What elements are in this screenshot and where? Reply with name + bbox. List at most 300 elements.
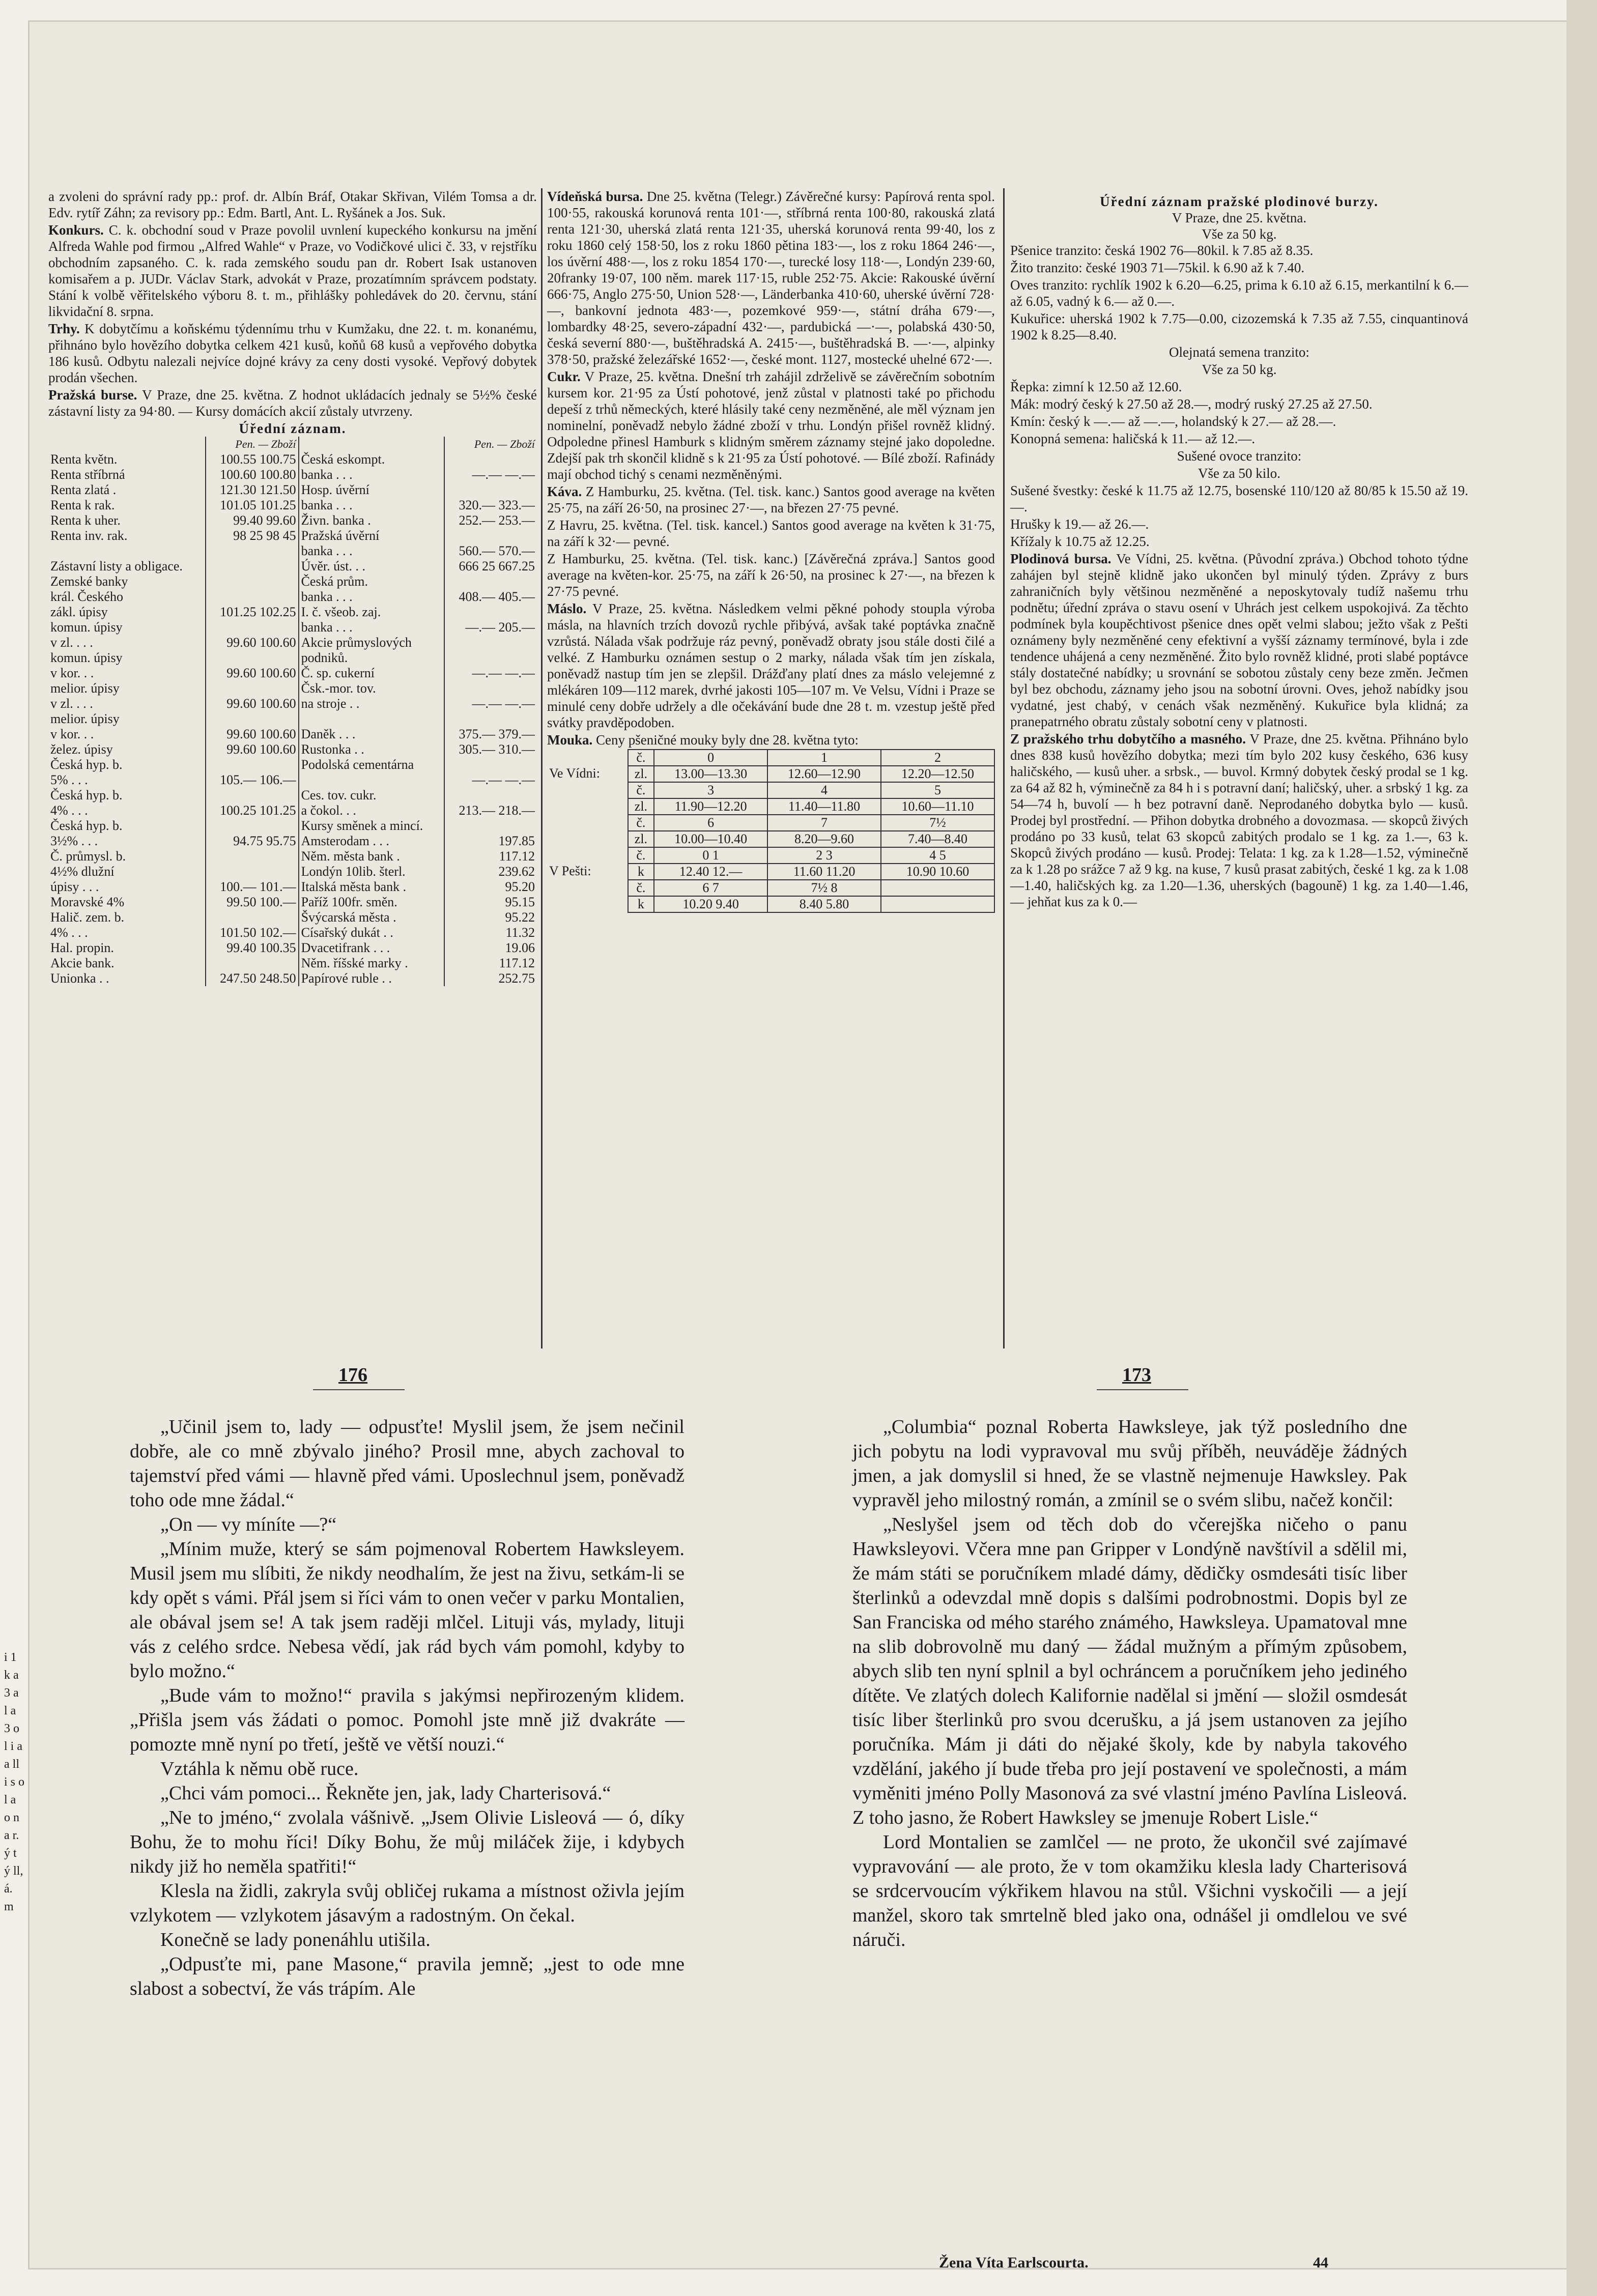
security-name-cell: Dvacetifrank . . . — [299, 940, 445, 956]
table-row — [48, 650, 537, 666]
quote-cell — [206, 956, 299, 971]
story-paragraph: Lord Montalien se zamlčel — ne proto, že ukončil své zajímavé vypravování — ale proto, že v tom okamžiku klesla lady Charterisová se srdcervoucím výkřikem hlavou na stůl. Všichni vyskočili — a její manžel, skoro tak smrtelně bled jako ona, odnášel ji omdlelou ve své náruči. — [852, 1831, 1407, 1950]
quote-cell: 99.40 100.35 — [206, 940, 299, 956]
security-name-cell: komun. úpisy — [50, 620, 123, 635]
table-row — [547, 864, 994, 880]
table-row — [48, 925, 537, 940]
flour-cell: 2 — [881, 750, 994, 766]
table-row — [547, 766, 994, 782]
quote-cell — [206, 620, 299, 635]
security-name-cell: banka . . . — [299, 620, 445, 635]
quote-cell: 99.60 100.60 — [206, 696, 299, 711]
margin-letter-strip: i 1 k a 3 a l a 3 o l i a a ll i s o l a o n a r. ý t ý ll, á. m — [4, 1651, 25, 1913]
commodity-price-item: Mák: modrý český k 27.50 až 28.—, modrý ruský 27.25 až 27.50. — [1010, 396, 1373, 412]
flour-city-label — [547, 831, 628, 847]
plodinova-bursa-article — [1010, 551, 1468, 730]
table-row — [48, 681, 537, 696]
quote-cell — [444, 528, 537, 543]
prazska-burse-heading: Pražská burse. — [48, 387, 137, 403]
security-name-cell: Londýn 10lib. šterl. — [299, 864, 445, 879]
table-row — [547, 750, 994, 766]
dobytek-article — [1010, 731, 1468, 910]
market-table-header — [48, 437, 537, 452]
security-name-cell: Česká prům. — [299, 574, 445, 589]
commodity-price-item: Olejnatá semena tranzito: — [1169, 345, 1309, 360]
quote-cell: —.— 205.— — [444, 620, 537, 635]
flour-cell: 8.20—9.60 — [767, 831, 881, 847]
quote-cell — [206, 559, 299, 574]
quote-cell: 99.60 100.60 — [206, 666, 299, 681]
table-row — [48, 696, 537, 711]
plodinova-date: V Praze, dne 25. května. — [1172, 210, 1307, 225]
flour-cell: 3 — [654, 782, 767, 798]
security-name-cell: banka . . . — [299, 543, 445, 559]
prazska-burse-text: V Praze, dne 25. května. Z hodnot ukládacích jednaly se 5½% české zástavní listy za 94·80. — Kursy domácích akcií zůstaly utvrzeny. — [48, 387, 537, 419]
table-row — [48, 834, 537, 849]
security-name-cell: Č. sp. cukerní — [299, 666, 445, 681]
security-name-cell: Česká hyp. b. — [50, 818, 123, 833]
dobytek-text: V Praze, dne 25. května. Přihnáno bylo dnes 838 kusů hovězího dobytka; mezi tím bylo 202 kusy českého, 636 kusy haličského, — kusů uher. a srbsk., — buvol. Krmný dobytek český prodal se 1 kg. za 64 až 82 h, výminečně za 84 h i s potravní daní; haličský, uher. a srbský 1 kg. za 54—74 h, buvolí — h bez potravní daně. Neprodaného dobytka bylo — kusů. Prodej byl prostřední. — Přihon dobytka drobného a dovozmasa. — skopců živých prodáno po 33 kusů, telat 63 skopců zabitých prodalo se 1 kg. za 1.—, 63 k. Skopců živých prodáno — kusů. Prodej: Telata: 1 kg. za k 1.28—1.52, výminečně za k 1.28 po srážce 7 až 9 kg. na kuse, 7 kusů prasat zabitých, české 1 kg. za k 1.08—1.40, haličských kg. za 1.20—1.36, uherských (bagouně) 1 kg. za 1.40—1.46, — jehňat kus za k 0.— — [1010, 731, 1469, 909]
plodinova-bursa-heading: Plodinová bursa. — [1010, 551, 1111, 566]
quote-cell — [444, 574, 537, 589]
flour-cell: 11.60 11.20 — [767, 864, 881, 880]
security-name-cell: Daněk . . . — [299, 727, 445, 742]
commodity-price-item: Pšenice tranzito: česká 1902 76—80kil. k 7.85 až 8.35. — [1010, 243, 1314, 258]
table-row — [547, 782, 994, 798]
plodinova-unit: Vše za 50 kg. — [1202, 226, 1277, 242]
flour-city-label — [547, 750, 628, 766]
commodity-price-item: Kukuřice: uherská 1902 k 7.75—0.00, cizozemská k 7.35 až 7.55, cinquantinová 1902 k 8.25—8.40. — [1010, 311, 1468, 342]
quote-cell — [206, 543, 299, 559]
quote-cell — [444, 818, 537, 834]
security-name-cell: 5% . . . — [50, 772, 88, 787]
security-name-cell: želez. úpisy — [50, 742, 113, 757]
flour-city-label: Ve Vídni: — [549, 766, 600, 781]
footer-left: Žena Víta Earlscourta. — [939, 2254, 1089, 2271]
security-name-cell: Zástavní listy a obligace. — [50, 559, 183, 573]
flour-cell: 7½ — [881, 815, 994, 831]
flour-city-label — [547, 847, 628, 864]
flour-cell: č. — [628, 880, 654, 896]
flour-cell: 1 — [767, 750, 881, 766]
security-name-cell: Hal. propin. — [50, 940, 114, 955]
story-paragraph: „On — vy míníte —?“ — [160, 1514, 337, 1535]
table-row — [48, 559, 537, 574]
security-name-cell: Čsk.-mor. tov. — [299, 681, 445, 696]
security-name-cell: Švýcarská města . — [299, 910, 445, 925]
trhy-text: K dobytčímu a koňskému týdennímu trhu v Kumžaku, dne 22. t. m. konanému, přihnáno bylo hovězího dobytka celkem 421 kusů, koňů 68 kusů a vepřového dobytka 186 kusů. Odbytu nalezali nejvíce dojné krávy za ceny dosti vysoké. Vepřový dobytek prodán všechen. — [48, 321, 537, 385]
story-paragraph: Klesla na židli, zakryla svůj obličej rukama a místnost oživla jejím vzlykotem — vzlykotem jásavým a radostným. On čekal. — [130, 1880, 685, 1926]
page-edge — [1566, 0, 1597, 2296]
maslo-heading: Máslo. — [547, 601, 587, 616]
security-name-cell: komun. úpisy — [50, 650, 123, 665]
kava-havre-text: Z Havru, 25. května. (Tel. tisk. kancel.) Santos good average na květen k 31·75, na září k 32·— pevné. — [547, 518, 995, 549]
security-name-cell: Č. průmysl. b. — [50, 849, 126, 864]
table-row — [547, 847, 994, 864]
column-left — [48, 188, 537, 986]
table-row — [48, 849, 537, 864]
security-name-cell: 3½% . . . — [50, 834, 98, 848]
table-row — [48, 803, 537, 818]
security-name-cell: Ces. tov. cukr. — [299, 788, 445, 803]
quote-cell: 101.50 102.— — [206, 925, 299, 940]
quote-cell — [206, 711, 299, 727]
commodity-price-item: Sušené švestky: české k 11.75 až 12.75, bosenské 110/120 až 80/85 k 15.50 až 19.—. — [1010, 483, 1468, 514]
quote-cell — [444, 605, 537, 620]
security-name-cell: v kor. . . — [50, 666, 94, 680]
security-name-cell: Renta stříbrná — [50, 467, 125, 482]
commodity-price-item: Konopná semena: haličská k 11.— až 12.—. — [1010, 431, 1256, 446]
table-row — [547, 815, 994, 831]
plodinova-burza-heading: Úřední záznam pražské plodinové burzy. — [1100, 194, 1379, 209]
header-bid-ask-1: Pen. — Zboží — [206, 437, 299, 452]
table-row — [48, 482, 537, 498]
flour-cell: zl. — [628, 831, 654, 847]
mouka-text: Ceny pšeničné mouky byly dne 28. května tyto: — [596, 732, 859, 748]
commodity-price-item: Oves tranzito: rychlík 1902 k 6.20—6.25, prima k 6.10 až 6.15, merkantilní k 6.— až 6.05, vadný k 6.— až 0.—. — [1010, 277, 1468, 309]
quote-cell: 239.62 — [444, 864, 537, 879]
flour-cell: č. — [628, 782, 654, 798]
table-row — [48, 864, 537, 879]
quote-cell: 99.60 100.60 — [206, 742, 299, 757]
flour-cell: 5 — [881, 782, 994, 798]
security-name-cell: Pražská úvěrní — [299, 528, 445, 543]
security-name-cell: zákl. úpisy — [50, 605, 108, 619]
flour-cell: 10.20 9.40 — [654, 896, 767, 912]
page-number-rule-left — [313, 1389, 405, 1390]
quote-cell: 99.60 100.60 — [206, 727, 299, 742]
flour-cell: 12.20—12.50 — [881, 766, 994, 782]
flour-cell — [881, 896, 994, 912]
quote-cell: 95.15 — [444, 895, 537, 910]
flour-cell: 4 5 — [881, 847, 994, 864]
table-row — [48, 971, 537, 986]
flour-city-label — [547, 896, 628, 912]
table-row — [48, 818, 537, 834]
column-rule — [541, 188, 543, 1348]
quote-cell: 121.30 121.50 — [206, 482, 299, 498]
market-quotes-table — [48, 437, 537, 986]
security-name-cell: Halič. zem. b. — [50, 910, 125, 925]
security-name-cell — [299, 711, 445, 727]
story-paragraph: „Chci vám pomoci... Řekněte jen, jak, lady Charterisová.“ — [160, 1783, 611, 1804]
quote-cell: 408.— 405.— — [444, 589, 537, 605]
quote-cell: —.— —.— — [444, 467, 537, 482]
quote-cell: 197.85 — [444, 834, 537, 849]
flour-cell: 6 — [654, 815, 767, 831]
flour-cell: 4 — [767, 782, 881, 798]
quote-cell — [206, 788, 299, 803]
security-name-cell: na stroje . . — [299, 696, 445, 711]
flour-cell — [881, 880, 994, 896]
table-row — [48, 895, 537, 910]
quote-cell: 320.— 323.— — [444, 498, 537, 513]
story-paragraph: „Ne to jméno,“ zvolala vášnivě. „Jsem Olivie Lisleová — ó, díky Bohu, že to mohu říci! Díky Bohu, že můj miláček žije, i kdybych nikdy již ho neměla spatřiti!“ — [130, 1807, 685, 1877]
quote-cell — [206, 849, 299, 864]
security-name-cell: banka . . . — [299, 467, 445, 482]
kava-text: Z Hamburku, 25. května. (Tel. tisk. kanc.) Santos good average na květen 25·75, na září 26·50, na prosinec 27·—, na březen 27·75 pevné. — [547, 484, 995, 515]
flour-city-label — [547, 782, 628, 798]
quote-cell: 305.— 310.— — [444, 742, 537, 757]
security-name-cell: banka . . . — [299, 498, 445, 513]
table-row — [48, 711, 537, 727]
quote-cell: 117.12 — [444, 956, 537, 971]
quote-cell — [444, 635, 537, 650]
commodity-price-item: Sušené ovoce tranzito: — [1177, 448, 1302, 464]
flour-cell: 11.90—12.20 — [654, 798, 767, 815]
commodity-price-item: Vše za 50 kg. — [1202, 362, 1277, 377]
table-row — [48, 910, 537, 925]
quote-cell: 100.55 100.75 — [206, 452, 299, 467]
flour-cell: zl. — [628, 798, 654, 815]
konkurs-heading: Konkurs. — [48, 222, 104, 238]
security-name-cell: Česká hyp. b. — [50, 757, 123, 772]
story-paragraph: „Mínim muže, který se sám pojmenoval Robertem Hawksleyem. Musil jsem mu slíbiti, že nikdy neodhalím, že jest na živu, setkám-li se kdy opět s vámi. Přál jsem si říci vám to onen večer v parku Montalien, ale obával jsem se! A tak jsem raději mlčel. Lituji vás, mylady, lituji vás z celého srdce. Nebesa vědí, jak rád bych vám pomohl, kdyby to bylo možno.“ — [130, 1538, 685, 1682]
quote-cell: —.— —.— — [444, 772, 537, 788]
security-name-cell: podniků. — [299, 650, 445, 666]
commodity-price-item: Žito tranzito: české 1903 71—75kil. k 6.90 až k 7.40. — [1010, 260, 1305, 275]
quote-cell: 560.— 570.— — [444, 543, 537, 559]
quote-cell: 666 25 667.25 — [444, 559, 537, 574]
videnska-bursa-heading: Vídeňská bursa. — [547, 189, 643, 204]
maslo-article — [547, 600, 995, 731]
table-row — [48, 498, 537, 513]
story-paragraph: „Bude vám to možno!“ pravila s jakýmsi nepřirozeným klidem. „Přišla jsem vás žádati o pomoc. Pomohl jste mně již dvakráte — pomozte mně nyní po třetí, ještě ve větší nouzi.“ — [130, 1685, 685, 1755]
konkurs-text: C. k. obchodní soud v Praze povolil uvnlení kupeckého konkursu na jmění Alfreda Wahle pod firmou „Alfred Wahle“ v Praze, vo Vodičkové ulici č. 33, v rejstříku obchodním zapsaného. C. k. rada zemského soudu pan dr. Robert Isak ustanoven komisařem a p. JUDr. Václav Stark, advokát v Praze, prozatímním správcem podstaty. Stání k volbě věřitelského výboru 8. t. m., přihlášky pohledávek do 20. červnu, stání likvidační 8. srpna. — [48, 222, 537, 319]
quote-cell — [444, 788, 537, 803]
videnska-bursa-article — [547, 188, 995, 367]
table-row — [48, 467, 537, 482]
security-name-cell: král. Českého — [50, 589, 123, 604]
table-row — [48, 543, 537, 559]
column-rule — [1003, 188, 1005, 1348]
quote-cell — [444, 650, 537, 666]
table-row — [547, 880, 994, 896]
flour-cell: k — [628, 896, 654, 912]
quote-cell: 105.— 106.— — [206, 772, 299, 788]
quote-cell — [206, 818, 299, 834]
security-name-cell: Císařský dukát . . — [299, 925, 445, 940]
security-name-cell: Něm. města bank . — [299, 849, 445, 864]
quote-cell: 252.— 253.— — [444, 513, 537, 528]
flour-cell: 12.40 12.— — [654, 864, 767, 880]
security-name-cell: v zl. . . . — [50, 635, 93, 650]
table-row — [547, 831, 994, 847]
flour-cell: 10.90 10.60 — [881, 864, 994, 880]
security-name-cell: Česká eskompt. — [299, 452, 445, 467]
column-middle — [547, 188, 995, 913]
quote-cell — [444, 482, 537, 498]
flour-cell: 7.40—8.40 — [881, 831, 994, 847]
commodity-price-item: Vše za 50 kilo. — [1198, 466, 1280, 481]
security-name-cell: Zemské banky — [50, 574, 128, 589]
security-name-cell: Hosp. úvěrní — [299, 482, 445, 498]
table-row — [48, 727, 537, 742]
table-row — [48, 757, 537, 772]
quote-cell: 98 25 98 45 — [206, 528, 299, 543]
quote-cell: 11.32 — [444, 925, 537, 940]
flour-cell: 0 1 — [654, 847, 767, 864]
cukr-article — [547, 368, 995, 482]
table-row — [48, 574, 537, 589]
story-paragraph: Konečně se lady ponenáhlu utišila. — [160, 1929, 431, 1950]
quote-cell: 100.— 101.— — [206, 879, 299, 895]
security-name-cell: v kor. . . — [50, 727, 94, 741]
mouka-heading: Mouka. — [547, 732, 593, 748]
quote-cell: 95.22 — [444, 910, 537, 925]
story-paragraph: „Neslyšel jsem od těch dob do včerejška ničeho o panu Hawksleyovi. Včera mne pan Gripper v Londýně navštívil a sdělil mi, že mám státi se poručníkem mladé dámy, dědičky osmdesáti tisíc liber šterlinků a odevzdal mně dopis s dalšími podrobnostmi. Dopis byl ze San Franciska od mého starého známého, Hawksleya. Upamatoval mne na slib dobrovolně mu daný — žádal mužným a přímým způsobem, abych slib ten nyní splnil a byl ochráncem a poručníkem jeho jediného dítěte. Ve zlatých dolech Kalifornie nadělal si jmění — složil osmdesát tisíc liber šterlinků pro svou dcerušku, a já jsem ustanoven za jejího poručníka. Mám ji dáti do nějaké školy, kde by nabyla takového vzdělání, jakého jí bude třeba pro její postavení ve společnosti, a mám vyměniti jméno Polly Masonová za své vlastní jméno Pavlína Lisleová. Z toho jasno, že Robert Hawksley se jmenuje Robert Lisle.“ — [852, 1514, 1407, 1828]
column-right — [1010, 193, 1468, 911]
quote-cell — [444, 681, 537, 696]
flour-cell: č. — [628, 815, 654, 831]
security-name-cell: Kursy směnek a mincí. — [299, 818, 445, 834]
flour-city-label — [547, 880, 628, 896]
cukr-text: V Praze, 25. května. Dnešní trh zahájil zdrželivě se závěrečním sobotním kursem kor. 21·95 za Ústí pohotové, jenž zůstal v platnosti také po přichodu depeší z trhů německých, které hlásily také ceny nezměněné, ale měl význam jen nominelní, poněvadž nebylo žádné zboží v trhu. Londýn přišel rovněž klidný. Odpoledne přinesl Hamburk s klidným směrem záznamy stejné jako dopoledne. Zdejší pak trh skončil klidně s k 21·95 za Ústí pohotové. — Bílé zboží. Rafinády mají obchod tichý s cenami nezměněnými. — [547, 369, 995, 482]
story-paragraph: „Columbia“ poznal Roberta Hawksleye, jak týž posledního dne jich pobytu na lodi vypravoval mu svůj příběh, neuváděje žádných jmen, a jak domyslil si hned, že se vlastně nejmenuje Hawksley. Pak vypravěl jeho milostný román, a zmínil se o svém slibu, načež končil: — [852, 1416, 1407, 1511]
security-name-cell: Něm. říšské marky . — [299, 956, 445, 971]
security-name-cell: Úvěr. úst. . . — [299, 559, 445, 574]
story-paragraph: „Učinil jsem to, lady — odpusťte! Myslil jsem, že jsem nečinil dobře, ale co mně zbývalo jiného? Prosil mne, abych zachoval to tajemství před vámi — hlavně před vámi. Uposlechnul jsem, poněvadž toho ode mne žádal.“ — [130, 1416, 685, 1511]
table-row — [48, 452, 537, 467]
margin-letters — [4, 1649, 24, 1916]
flour-price-table — [547, 749, 995, 913]
mouka-article — [547, 732, 995, 748]
security-name-cell: melior. úpisy — [50, 681, 120, 696]
flour-cell: 11.40—11.80 — [767, 798, 881, 815]
table-row — [48, 666, 537, 681]
commodity-price-item: Řepka: zimní k 12.50 až 12.60. — [1010, 379, 1182, 394]
quote-cell — [206, 650, 299, 666]
flour-city-label: V Pešti: — [549, 864, 591, 878]
flour-cell: 7 — [767, 815, 881, 831]
table-row — [48, 772, 537, 788]
security-name-cell: Paříž 100fr. směn. — [299, 895, 445, 910]
quote-cell: 100.25 101.25 — [206, 803, 299, 818]
security-name-cell: Unionka . . — [50, 971, 109, 986]
security-name-cell: Akcie bank. — [50, 956, 115, 970]
flour-cell: č. — [628, 847, 654, 864]
newspaper-sheet — [28, 20, 1570, 2270]
kava-article — [547, 483, 995, 516]
flour-cell: zl. — [628, 766, 654, 782]
commodity-price-item: Hrušky k 19.— až 26.—. — [1010, 516, 1149, 532]
flour-cell: 13.00—13.30 — [654, 766, 767, 782]
flour-cell: 7½ 8 — [767, 880, 881, 896]
story-paragraph: „Odpusťte mi, pane Masone,“ pravila jemně; „jest to ode mne slabost a sobectví, že vás trápím. Ale — [130, 1954, 685, 1999]
table-row — [48, 528, 537, 543]
security-name-cell: Akcie průmyslových — [299, 635, 445, 650]
security-name-cell: a čokol. . . — [299, 803, 445, 818]
story-left-column — [130, 1415, 685, 2001]
board-election-text: a zvoleni do správní rady pp.: prof. dr. Albín Bráf, Otakar Skřivan, Vilém Tomsa a dr. Edv. rytíř Záhn; za revisory pp.: Edm. Bartl, Ant. L. Ryšánek a Jos. Suk. — [48, 189, 537, 220]
flour-cell: 10.60—11.10 — [881, 798, 994, 815]
quote-cell: 100.60 100.80 — [206, 467, 299, 482]
quote-cell: 252.75 — [444, 971, 537, 986]
security-name-cell: Rustonka . . — [299, 742, 445, 757]
flour-cell: 2 3 — [767, 847, 881, 864]
quote-cell — [444, 711, 537, 727]
table-row — [48, 742, 537, 757]
trhy-heading: Trhy. — [48, 321, 80, 336]
security-name-cell: Renta inv. rak. — [50, 528, 128, 543]
table-row — [48, 635, 537, 650]
flour-cell: k — [628, 864, 654, 880]
quote-cell — [444, 757, 537, 772]
commodity-price-item: Kmín: český k —.— až —.—, holandský k 27.— až 28.—. — [1010, 414, 1336, 429]
prazska-burse-article — [48, 387, 537, 419]
table-row — [48, 940, 537, 956]
security-name-cell: Renta květn. — [50, 452, 118, 467]
table-row — [48, 589, 537, 605]
quote-cell — [206, 681, 299, 696]
security-name-cell: Papírové ruble . . — [299, 971, 445, 986]
flour-cell: 0 — [654, 750, 767, 766]
quote-cell: 213.— 218.— — [444, 803, 537, 818]
quote-cell: 94.75 95.75 — [206, 834, 299, 849]
quote-cell — [206, 864, 299, 879]
cukr-heading: Cukr. — [547, 369, 581, 384]
videnska-bursa-text: Dne 25. května (Telegr.) Závěrečné kursy: Papírová renta spol. 100·55, rakouská korunová renta 101·—, stříbrná renta 100·80, rakouská zlatá renta 121·30, uherská zlatá renta 121·35, uherská korunová renta 99·40, los z roku 1860 celý 158·50, los z roku 1860 pětina 183·—, los z roku 1864 246·—, los úvěrní 488·—, los z roku 1854 170·—, turecké losy 118·—, Londýn 239·60, 20franky 19·07, 100 něm. marek 117·15, ruble 252·75. Akcie: Rakouské úvěrní 666·75, Anglo 275·50, Union 528·—, Länderbanka 410·60, uherské úvěrní 728·—, bankovní jednota 483·—, pozemkové 959·—, státní dráha 679·—, lombardky 48·25, severo-západní 432·—, pardubická —·—, polabská 430·50, česká severní 880·—, buštěhradská A. 2415·—, buštěhradská B. —·—, alpinky 378·50, pražské železářské 1652·—, české mont. 1127, mostecké uhelné 672·—. — [547, 189, 995, 367]
quote-cell: 99.40 99.60 — [206, 513, 299, 528]
footer-right: 44 — [1313, 2254, 1328, 2271]
security-name-cell: 4% . . . — [50, 925, 88, 940]
table-row — [48, 620, 537, 635]
table-row — [48, 788, 537, 803]
page-number-rule-right — [1097, 1389, 1188, 1390]
table-row — [48, 879, 537, 895]
security-name-cell: Moravské 4% — [50, 895, 125, 909]
flour-city-label — [547, 798, 628, 815]
security-name-cell: Česká hyp. b. — [50, 788, 123, 802]
story-paragraph: Vztáhla k němu obě ruce. — [160, 1758, 359, 1780]
quote-cell — [444, 452, 537, 467]
table-row — [48, 956, 537, 971]
security-name-cell: Živn. banka . — [299, 513, 445, 528]
table-row — [547, 896, 994, 912]
security-name-cell: úpisy . . . — [50, 879, 99, 894]
security-name-cell: Renta k uher. — [50, 513, 121, 528]
quote-cell: 247.50 248.50 — [206, 971, 299, 986]
plodinova-bursa-text: Ve Vídni, 25. května. (Původní zpráva.) Obchod tohoto týdne zahájen byl stejně klidně jako ukončen byl minulý týden. Zprávy z burs zahraničních byly většinou nezměněné a neposkytovaly tudíž našemu trhu podnětu; úřední zpráva o stavu osení v Uhrách jest celkem uspokojivá. Za těchto podmínek byla koupěchtivost pšenice dnes opět velmi slabou; ježto však z Pešti oznámeny byly nezměněné ceny efektivní a vyšší záznamy termínové, byla i zde tendence uhájená a ceny nezměněné. Žito bylo rovněž klidné, proti slabé poptávce stály dostatečné nabídky; u srovnání se sobotou zůstaly ceny beze změn. Ječmen byl bez obchodu, záznamy jeho jsou na sobotní úrovni. Oves, jehož nabídky jsou vydatné, jest chabý, v cenách však nezměněný. Kukuřice byla klidná; za pranepatrného obratu zůstaly sobotní ceny v platnosti. — [1010, 551, 1468, 729]
security-name-cell: banka . . . — [299, 589, 445, 605]
flour-cell: 10.00—10.40 — [654, 831, 767, 847]
quote-cell — [206, 757, 299, 772]
commodity-price-list — [1010, 242, 1468, 550]
flour-cell: č. — [628, 750, 654, 766]
commodity-price-item: Křížaly k 10.75 až 12.25. — [1010, 534, 1150, 549]
security-name-cell: melior. úpisy — [50, 711, 120, 726]
security-name-cell: Italská města bank . — [299, 879, 445, 895]
quote-cell — [206, 910, 299, 925]
header-bid-ask-2: Pen. — Zboží — [444, 437, 537, 452]
security-name-cell: 4% . . . — [50, 803, 88, 818]
quote-cell: 99.50 100.— — [206, 895, 299, 910]
maslo-text: V Praze, 25. května. Následkem velmi pěkné pohody stoupla výroba másla, na hlavních trzích dovozů rychle přibývá, avšak také poptávka značně vzrůstá. Nálada však podržuje ráz pevný, poněvadž obraty jsou stále dosti čilé a velké. Z Hamburku oznámen sestup o 2 marky, nálada však tím jen získala, poněvadž nastup tím jen se zlepšil. Drážďany platí dnes za máslo velejemné z mlékáren 109—112 marek, dvrhé jakosti 105—107 m. Ve Velsu, Vídni i Praze se minulé ceny dobře udržely a dle očekávání bude dne 28 t. m. vzestup ještě před svátky pravděpodoben. — [547, 601, 995, 730]
quote-cell: 101.25 102.25 — [206, 605, 299, 620]
quote-cell: 101.05 101.25 — [206, 498, 299, 513]
quote-cell: —.— —.— — [444, 666, 537, 681]
page-number-right: 173 — [1122, 1364, 1151, 1386]
security-name-cell — [48, 543, 206, 559]
table-row — [48, 605, 537, 620]
page-number-left: 176 — [338, 1364, 367, 1386]
kava-hamburk-text: Z Hamburku, 25. května. (Tel. tisk. kanc.) [Závěrečná zpráva.] Santos good average na květen-kor. 25·75, na září k 26·50, na prosinec k 27·—, na březen k 27·75 pevné. — [547, 551, 995, 599]
quote-cell: 375.— 379.— — [444, 727, 537, 742]
quote-cell: 95.20 — [444, 879, 537, 895]
security-name-cell: 4½% dlužní — [50, 864, 115, 879]
security-name-cell: Amsterodam . . . — [299, 834, 445, 849]
flour-cell: 8.40 5.80 — [767, 896, 881, 912]
